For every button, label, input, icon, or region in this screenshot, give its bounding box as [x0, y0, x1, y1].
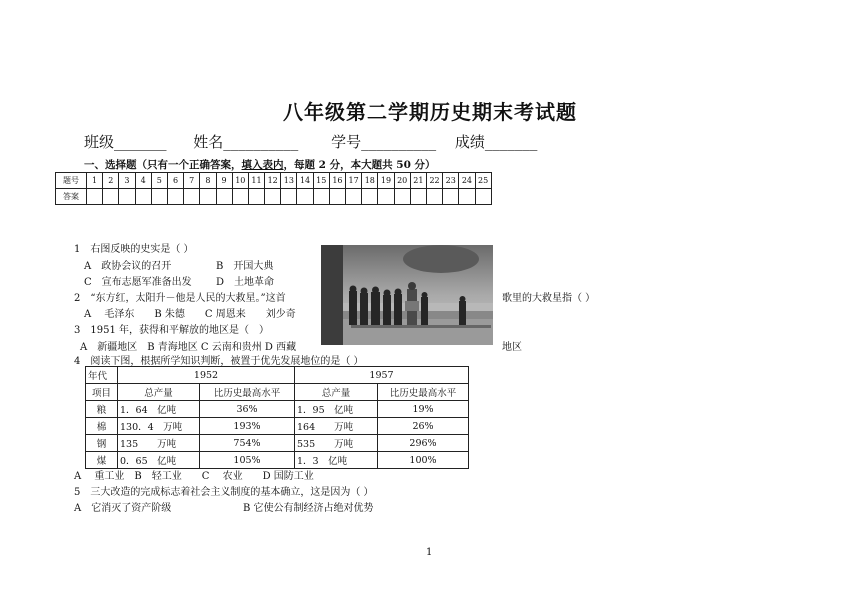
row-item: 粮 — [86, 401, 118, 418]
section-heading-emphasis: 填入表内 — [241, 159, 284, 171]
row-ratio-1952: 36% — [200, 401, 295, 418]
answer-cell[interactable] — [443, 189, 459, 205]
question-number-cell: 2 — [103, 173, 119, 189]
page-number: 1 — [426, 547, 433, 558]
row-ratio-1957: 26% — [378, 418, 469, 435]
answer-cell[interactable] — [410, 189, 426, 205]
answer-cell[interactable] — [87, 189, 103, 205]
row-total-1957: 164 万吨 — [295, 418, 378, 435]
answer-cell[interactable] — [313, 189, 329, 205]
row-ratio-1957: 100% — [378, 452, 469, 469]
column-ratio-1952: 比历史最高水平 — [200, 384, 295, 401]
founding-ceremony-photo — [321, 245, 493, 345]
question-number-cell: 9 — [216, 173, 232, 189]
class-field[interactable]: 班级_______ — [84, 133, 167, 151]
column-total-1957: 总产量 — [295, 384, 378, 401]
answer-cell[interactable] — [362, 189, 378, 205]
option-1b: B 开国大典 — [216, 261, 274, 272]
question-2-options: A 毛泽东 B 朱德 C 周恩来 刘少奇 — [84, 309, 296, 320]
answer-cell[interactable] — [346, 189, 362, 205]
answer-cell[interactable] — [297, 189, 313, 205]
row-ratio-1952: 105% — [200, 452, 295, 469]
question-3: 3 1951 年，获得和平解放的地区是（ ） — [74, 325, 269, 336]
question-2: 2 “东方红，太阳升－他是人民的大救星。”这首 — [74, 293, 286, 304]
question-number-cell: 6 — [167, 173, 183, 189]
question-number-cell: 7 — [184, 173, 200, 189]
question-number-cell: 22 — [426, 173, 442, 189]
student-info-line — [84, 131, 559, 152]
answer-cell[interactable] — [216, 189, 232, 205]
row-total-1952: 1．64 亿吨 — [118, 401, 200, 418]
answer-table-row-label: 题号 — [56, 173, 87, 189]
question-4-options: A 重工业 B 轻工业 C 农业 D 国防工业 — [74, 471, 314, 482]
question-number-cell: 12 — [265, 173, 281, 189]
question-number-cell: 17 — [346, 173, 362, 189]
answer-cell[interactable] — [135, 189, 151, 205]
question-number-cell: 18 — [362, 173, 378, 189]
row-total-1952: 130．4 万吨 — [118, 418, 200, 435]
answer-cell[interactable] — [119, 189, 135, 205]
answer-cell[interactable] — [151, 189, 167, 205]
question-number-cell: 8 — [200, 173, 216, 189]
row-total-1957: 535 万吨 — [295, 435, 378, 452]
row-ratio-1952: 193% — [200, 418, 295, 435]
production-table — [85, 366, 469, 469]
question-3-end: 地区 — [502, 342, 522, 353]
question-number-cell: 21 — [410, 173, 426, 189]
score-field[interactable]: 成绩_______ — [454, 133, 538, 151]
answer-cell[interactable] — [184, 189, 200, 205]
row-item: 煤 — [86, 452, 118, 469]
row-ratio-1952: 754% — [200, 435, 295, 452]
year-1952: 1952 — [118, 367, 295, 384]
row-total-1957: 1．3 亿吨 — [295, 452, 378, 469]
question-number-cell: 13 — [281, 173, 297, 189]
question-number-cell: 20 — [394, 173, 410, 189]
question-3-options: A 新疆地区 B 青海地区 C 云南和贵州 D 西藏 — [80, 342, 297, 353]
answer-cell[interactable] — [103, 189, 119, 205]
row-total-1952: 135 万吨 — [118, 435, 200, 452]
answer-cell[interactable] — [167, 189, 183, 205]
answer-cell[interactable] — [200, 189, 216, 205]
option-1c: C 宣布志愿军准备出发 — [84, 277, 192, 288]
column-total-1952: 总产量 — [118, 384, 200, 401]
question-number-cell: 23 — [443, 173, 459, 189]
answer-table-number-row — [56, 173, 492, 189]
answer-table-answer-row — [56, 189, 492, 205]
question-number-cell: 10 — [232, 173, 248, 189]
option-5a: A 它消灭了资产阶级 — [74, 503, 172, 514]
production-table-year-row — [86, 367, 469, 384]
table-row — [86, 418, 469, 435]
answer-cell[interactable] — [248, 189, 264, 205]
answer-cell[interactable] — [281, 189, 297, 205]
question-number-cell: 25 — [475, 173, 491, 189]
answer-cell[interactable] — [378, 189, 394, 205]
row-item: 棉 — [86, 418, 118, 435]
question-number-cell: 15 — [313, 173, 329, 189]
production-table-header-row — [86, 384, 469, 401]
option-1a: A 政协会议的召开 — [84, 261, 172, 272]
table-row — [86, 435, 469, 452]
answer-table-row-label: 答案 — [56, 189, 87, 205]
year-label: 年代 — [86, 367, 118, 384]
name-field[interactable]: 姓名__________ — [193, 133, 299, 151]
student-number-field[interactable]: 学号__________ — [331, 133, 437, 151]
answer-cell[interactable] — [265, 189, 281, 205]
question-number-cell: 1 — [87, 173, 103, 189]
page-title: 八年级第二学期历史期末考试题 — [283, 100, 577, 124]
question-number-cell: 16 — [329, 173, 345, 189]
answer-cell[interactable] — [232, 189, 248, 205]
question-1: 1 右图反映的史实是（ ） — [74, 244, 194, 255]
question-number-cell: 4 — [135, 173, 151, 189]
option-5b: B 它使公有制经济占绝对优势 — [243, 503, 374, 514]
question-2-end: 歌里的大救星指（ ） — [502, 293, 596, 304]
photo-illustration — [321, 245, 493, 345]
answer-cell[interactable] — [329, 189, 345, 205]
year-1957: 1957 — [295, 367, 469, 384]
answer-table — [55, 172, 492, 205]
question-number-cell: 19 — [378, 173, 394, 189]
question-number-cell: 24 — [459, 173, 475, 189]
section-heading-prefix: 一、选择题（只有一个正确答案， — [84, 159, 242, 171]
table-row — [86, 452, 469, 469]
row-item: 钢 — [86, 435, 118, 452]
answer-cell[interactable] — [475, 189, 491, 205]
section-heading-suffix: ，每题 2 分，本大题共 50 分） — [283, 159, 436, 171]
question-number-cell: 5 — [151, 173, 167, 189]
question-5: 5 三大改造的完成标志着社会主义制度的基本确立，这是因为（ ） — [74, 487, 374, 498]
column-ratio-1957: 比历史最高水平 — [378, 384, 469, 401]
option-1d: D 土地革命 — [216, 277, 275, 288]
question-number-cell: 14 — [297, 173, 313, 189]
row-ratio-1957: 296% — [378, 435, 469, 452]
row-total-1957: 1．95 亿吨 — [295, 401, 378, 418]
section-heading — [84, 157, 436, 172]
item-label: 项目 — [86, 384, 118, 401]
answer-cell[interactable] — [394, 189, 410, 205]
question-number-cell: 3 — [119, 173, 135, 189]
row-ratio-1957: 19% — [378, 401, 469, 418]
answer-cell[interactable] — [459, 189, 475, 205]
question-4: 4 阅读下图，根据所学知识判断，被置于优先发展地位的是（ ） — [74, 356, 364, 367]
question-number-cell: 11 — [248, 173, 264, 189]
row-total-1952: 0．65 亿吨 — [118, 452, 200, 469]
table-row — [86, 401, 469, 418]
answer-cell[interactable] — [426, 189, 442, 205]
